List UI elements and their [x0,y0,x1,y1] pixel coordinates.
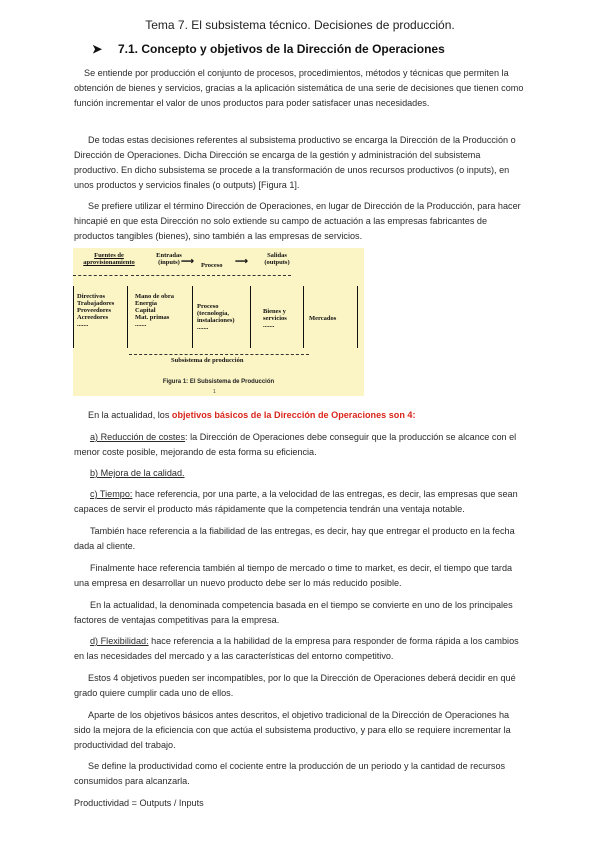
paragraph-objective-flexibility [74,634,526,664]
paragraph-delivery-reliability: También hace referencia a la fiabilidad de las entregas, es decir, hay que entregar el producto en la fecha dada al cliente. [74,526,515,551]
paragraph-productivity-definition: Se define la productividad como el cociente entre la producción de un periodo y la cantidad de recursos consumidos para alcanzarla. [74,761,506,786]
paragraph-production-definition: Se entiende por producción el conjunto de procesos, procedimientos, métodos y técnicas que permiten la obtención de bienes y servicios, gracias a la aplicación sistemática de una serie de decisiones que tienen como función incrementar el valor de unos productos para poder satisfacer unas necesidades. [74,68,524,108]
figure-sources-list: Directivos Trabajadores Proveedores Acreedores ....... [77,293,115,328]
paragraph-objectives-intro [74,408,526,423]
figure-process-list: Proceso (tecnología, instalaciones) ....... [197,303,235,331]
figure-arrow-icon: ⟶ [235,256,248,266]
objective-flexibility-text: hace referencia a la habilidad de la empresa para responder de forma rápida a los cambios en las necesidades del mercado y a las características del entorno competitivo. [74,636,519,661]
figure-dashed-line [131,275,291,276]
figure-divider [127,286,128,348]
figure-dashed-line [73,275,128,276]
paragraph-incompatible-objectives: Estos 4 objetivos pueden ser incompatibles, por lo que la Dirección de Operaciones deberá decidir en qué grado quiere cumplir cada uno de ellos. [74,673,516,698]
figure-outputs-list: Bienes y servicios ....... [263,308,287,329]
objective-costs-label: a) Reducción de costes [90,432,186,442]
section-title: 7.1. Concepto y objetivos de la Dirección de Operaciones [118,42,445,56]
figure-dashed-line [129,354,309,355]
bullet-arrow-icon: ➤ [92,42,103,56]
page-header: Tema 7. El subsistema técnico. Decisiones de producción. [145,18,455,32]
paragraph-efficiency: Aparte de los objetivos básicos antes descritos, el objetivo tradicional de la Dirección de Operaciones ha sido la mejora de la eficiencia con que actúa el subsistema productivo, y para ello se requiere incrementar la productividad del trabajo. [74,710,511,750]
paragraph-objective-quality [74,466,526,481]
objective-flexibility-label: d) Flexibilidad: [90,636,149,646]
section-heading [92,42,445,56]
objective-time-text: hace referencia, por una parte, a la velocidad de las entregas, es decir, las empresas que sean capaces de servir el producto más rápidamente que la competencia tendrán una ventaja notable. [74,489,518,514]
paragraph-time-to-market: Finalmente hace referencia también al tiempo de mercado o time to market, es decir, el tiempo que tarda una empresa en desarrollar un nuevo producto debe ser lo más reducido posible. [74,563,513,588]
productivity-formula: Productividad = Outputs / Inputs [74,798,204,808]
figure-page-mark: 1 [213,389,216,395]
figure-divider [73,286,74,348]
figure-divider [192,286,193,348]
figure-subsystem-label: Subsistema de producción [171,357,244,364]
paragraph-operations-direction: De todas estas decisiones referentes al subsistema productivo se encarga la Dirección de la Producción o Dirección de Operaciones. Dicha Dirección se encarga de la gestión y administración del subsistema productivo. En dicho subsistema se procede a la transformación de unos recursos productivos (o inputs), en unos productos y servicios finales (o outputs) [Figura 1]. [74,135,516,190]
paragraph-objective-time [74,487,526,517]
figure-divider [357,286,358,348]
figure-markets: Mercados [309,315,337,322]
figure-caption: Figura 1: El Subsistema de Producción [162,379,275,385]
objectives-intro-text: En la actualidad, los [88,410,172,420]
paragraph-terminology: Se prefiere utilizar el término Dirección de Operaciones, en lugar de Dirección de la Producción, para hacer hincapié en que esta Dirección no solo extiende su campo de actuación a las empresas fabricantes de productos tangibles (bienes), sino también a las empresas de servicios. [74,201,521,241]
figure-arrow-icon: ⟶ [181,256,194,266]
figure-production-subsystem [73,248,364,396]
objective-time-label: c) Tiempo: [90,489,133,499]
figure-process-header: Proceso [201,262,223,269]
objective-costs-text: : la Dirección de Operaciones debe conseguir que la producción se alcance con el menor coste posible, mejorando de esta forma su eficiencia. [74,432,517,457]
objective-quality-label: b) Mejora de la calidad. [90,468,185,478]
paragraph-objective-costs [74,430,526,460]
figure-sources-header: Fuentes de aprovisionamiento [83,252,135,266]
figure-outputs-header: Salidas (outputs) [264,252,290,266]
figure-divider [250,286,251,348]
figure-divider [303,286,304,348]
figure-inputs-list: Mano de obra Energía Capital Mat. primas ....... [135,293,174,328]
paragraph-time-competition: En la actualidad, la denominada competencia basada en el tiempo se convierte en uno de los principales factores de ventajas competitivas para la empresa. [74,600,513,625]
objectives-intro-highlight: objetivos básicos de la Dirección de Operaciones son 4: [171,410,416,420]
figure-inputs-header: Entradas (inputs) [156,252,182,266]
